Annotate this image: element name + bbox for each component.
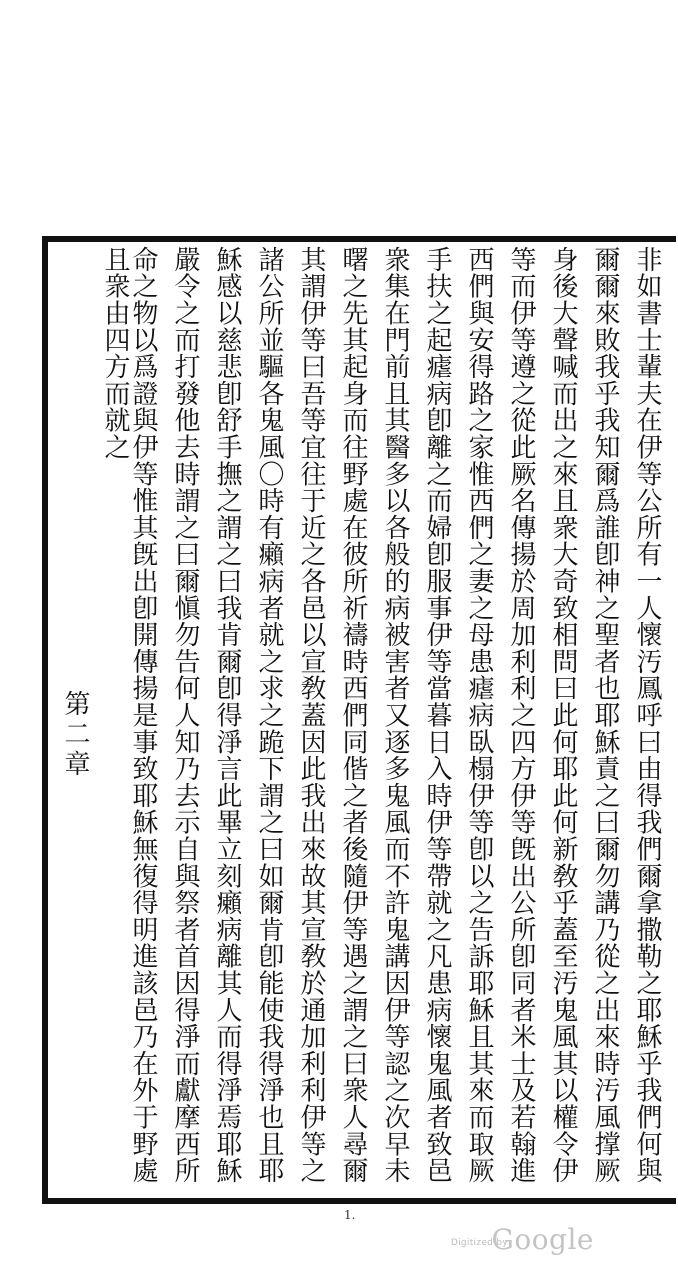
text-column: 其謂伊等曰吾等宜往于近之各邑以宣敎蓋因此我出來故其宣敎於通加利利伊等之 bbox=[296, 246, 326, 1184]
text-column: 手扶之起瘧病卽離之而婦卽服事伊等當暮日入時伊等帶就之凡患病懷鬼風者致邑 bbox=[422, 246, 452, 1184]
text-column: 衆集在門前且其醫多以各般的病被害者又逐多鬼風而不許鬼講因伊等認之次早未 bbox=[380, 246, 410, 1184]
text-column: 嚴令之而打發他去時謂之曰爾愼勿告何人知乃去示自與祭者首因得淨而獻摩西所 bbox=[170, 246, 200, 1184]
folio-number: 1. bbox=[344, 1208, 356, 1222]
watermark-logo: Google bbox=[491, 1223, 594, 1256]
page-frame-top-rule bbox=[42, 236, 676, 242]
text-column: 曙之先其起身而往野處在彼所祈禱時西們同偕之者後隨伊等遇之謂之曰衆人尋爾 bbox=[338, 246, 368, 1184]
text-column: 爾爾來敗我乎我知爾爲誰卽神之聖者也耶穌責之曰爾勿講乃從之出來時汚風撑厥 bbox=[590, 246, 620, 1184]
text-column: 非如書士輩夫在伊等公所有一人懷汚鳳呼曰由得我們爾拿撒勒之耶穌乎我們何與 bbox=[632, 246, 662, 1184]
digitized-watermark bbox=[434, 1222, 594, 1256]
text-column: 身後大聲喊而出之來且衆大奇致相問曰此何耶此何新敎乎蓋至汚鬼風其以權令伊 bbox=[548, 246, 578, 1184]
text-column: 等而伊等遵之從此厥名傳揚於周加利利之四方伊等旣出公所卽同者米士及若翰進 bbox=[506, 246, 536, 1184]
text-column: 且衆由四方而就之 bbox=[100, 246, 130, 461]
text-column: 命之物以爲證與伊等惟其旣出卽開傳揚是事致耶穌無復得明進該邑乃在外于野處 bbox=[128, 246, 158, 1184]
chapter-heading: 第二章 bbox=[60, 690, 90, 780]
page-frame-left-rule bbox=[42, 236, 48, 1204]
text-column: 諸公所並驅各鬼風〇時有癩病者就之求之跪下謂之曰如爾肯卽能使我得淨也且耶 bbox=[254, 246, 284, 1184]
text-column: 穌感以慈悲卽舒手撫之謂之曰我肯爾卽得淨言此畢立刻癩病離其人而得淨焉耶穌 bbox=[212, 246, 242, 1184]
watermark-caption: Digitized by bbox=[450, 1238, 508, 1248]
text-column: 西們與安得路之家惟西們之妻之母患瘧病臥榻伊等卽以之告訴耶穌且其來而取厥 bbox=[464, 246, 494, 1184]
page-frame-bottom-rule bbox=[42, 1198, 676, 1204]
